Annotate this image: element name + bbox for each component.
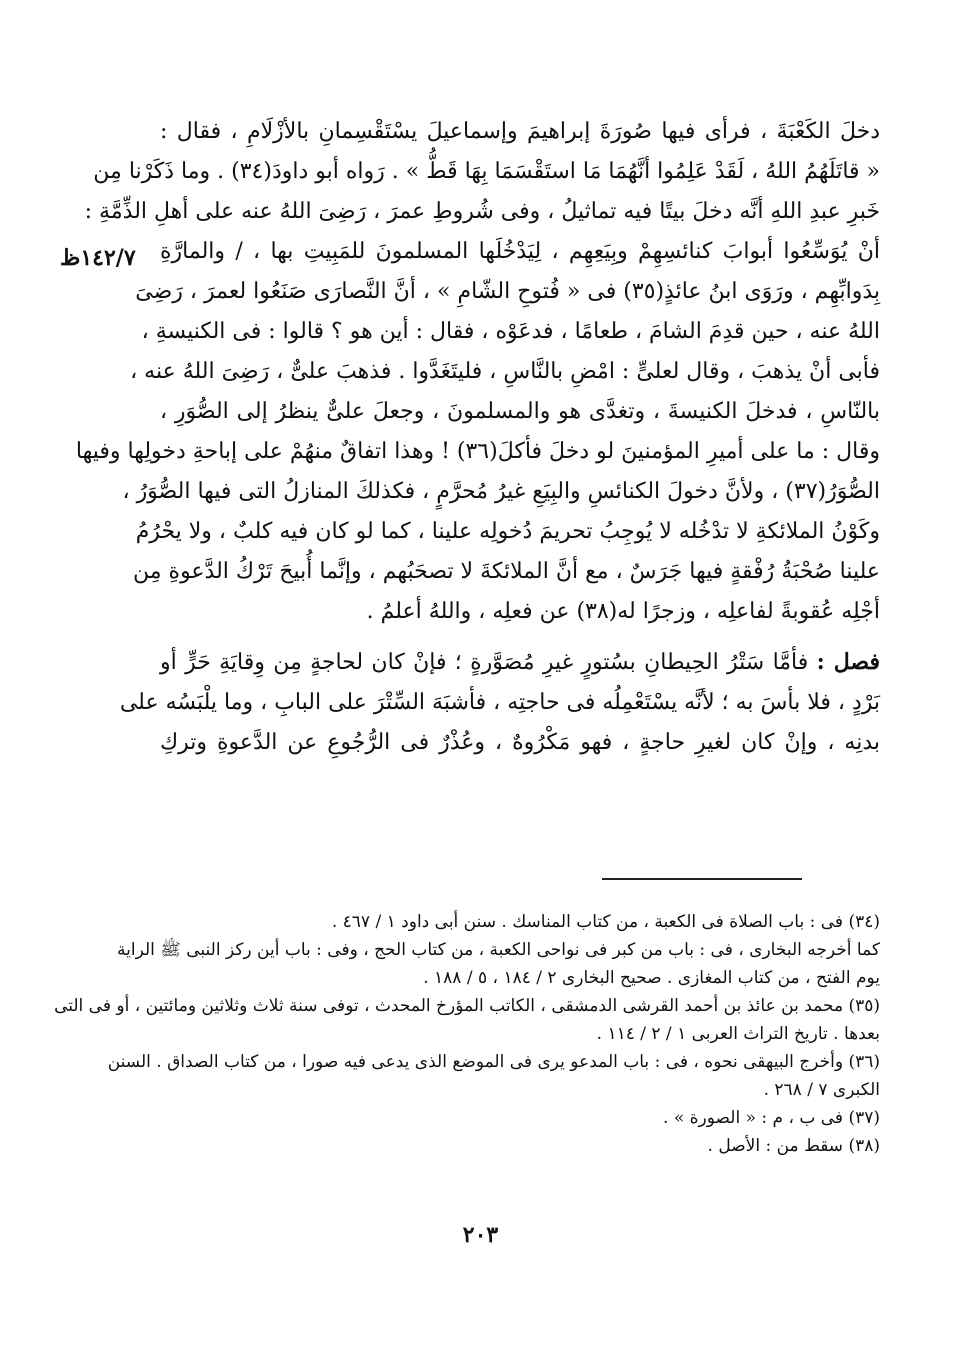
- text-line: الصُّوَرُ(٣٧) ، ولأنَّ دخولَ الكنائسِ والبِيَعِ غيرُ مُحرَّمٍ ، فكذلكَ المنازلُ التى فيها الصُّوَرُ ،: [122, 479, 880, 504]
- text-line: علينا صُحْبَةُ رُفْقةٍ فيها جَرَسٌ ، مع أنَّ الملائكةَ لا تصحَبُهم ، وإنَّما أُبيحَ تَرْكُ الدَّعوةِ مِن: [133, 559, 880, 584]
- text-line: وكَوْنُ الملائكةِ لا تدْخُله لا يُوجِبُ تحريمَ دُخولِه علينا ، كما لو كان فيه كلبٌ ، ولا يحْرُمُ: [135, 519, 880, 544]
- text-line: بدنِه ، وإنْ كان لغيرِ حاجةٍ ، فهو مَكْرُوهٌ ، وعُذْرٌ فى الرُّجُوعِ عن الدَّعوةِ وتركِ: [160, 730, 880, 755]
- fasl-section: [119, 642, 880, 763]
- footnote-line: الكبرى ٧ / ٢٦٨ .: [763, 1080, 880, 1100]
- page-number: ٢٠٣: [462, 1222, 499, 1248]
- text-line: أجْلِه عُقوبةً لفاعلِه ، وزجرًا له(٣٨) عن فعلِه ، واللهُ أعلمُ .: [366, 599, 880, 624]
- text-line: أنْ يُوَسِّعُوا أبوابَ كنائسِهِمْ وبِيَعِهِم ، لِيَدْخُلَها المسلمونَ للمَبِيتِ بها ، / والمارَّةِ: [160, 239, 880, 264]
- fasl-heading: فصل :: [816, 649, 880, 675]
- text-line: بِدَوابِّهِم ، ورَوَى ابنُ عائذٍ(٣٥) فى « فُتوحِ الشّامِ » ، أنَّ النَّصارَى صَنَعُوا لعمرَ ، رَضِىَ: [135, 279, 880, 304]
- text-line: دخلَ الكَعْبَةَ ، فرأى فيها صُورَةَ إبراهيمَ وإسماعيلَ يسْتَقْسِمانِ بالأزْلَامِ ، فقال :: [160, 119, 880, 144]
- footnote-divider: [602, 878, 802, 880]
- text-line: « قاتَلَهُمُ اللهُ ، لَقَدْ عَلِمُوا أنَّهُمَا مَا استَقْسَمَا بِهَا قَطُّ » . رَواه أبو داودَ(٣٤) . وما ذَكَرْنا مِن: [93, 159, 880, 184]
- footnote-line: (٣٨) سقط من : الأصل .: [707, 1136, 880, 1156]
- footnote-line: كما أخرجه البخارى ، فى : باب من كبر فى نواحى الكعبة ، من كتاب الحج ، وفى : باب أين ركز النبى ﷺ الراية: [117, 940, 880, 960]
- margin-manuscript-reference: ١٤٢/٧ظ: [60, 245, 136, 271]
- text-line: فأبى أنْ يذهبَ ، وقال لعلىٍّ : امْضِ بالنَّاسِ ، فليتَغَدَّوا . فذهبَ علىٌّ ، رَضِىَ اللهُ عنه ،: [130, 359, 880, 384]
- footnote-line: بعدها . تاريخ التراث العربى ١ / ٢ / ١١٤ .: [596, 1024, 880, 1044]
- text-line: فأمَّا سَتْرُ الحِيطانِ بسُتورٍ غيرِ مُصَوَّرةٍ ؛ فإنْ كان لحاجةٍ مِن وِقايَةِ حَرٍّ أو: [160, 650, 809, 675]
- footnote-line: (٣٥) محمد بن عائذ بن أحمد القرشى الدمشقى ، الكاتب المؤرخ المحدث ، توفى سنة ثلاث وثلاثين ومائتين ، أو فى التى: [54, 996, 880, 1016]
- text-line: اللهُ عنه ، حين قدِمَ الشامَ ، طعامًا ، فدعَوْه ، فقال : أين هو ؟ قالوا : فى الكنيسةِ ،: [141, 319, 880, 344]
- text-line: بالنّاسِ ، فدخلَ الكنيسةَ ، وتغدَّى هو والمسلمونَ ، وجعلَ علىٌّ ينظرُ إلى الصُّوَرِ ،: [160, 399, 880, 424]
- footnote-line: (٣٧) فى ب ، م : « الصورة » .: [663, 1108, 880, 1128]
- text-line: بَرْدٍ ، فلا بأسَ به ؛ لأنَّه يسْتَعْمِلُه فى حاجتِه ، فأشبَهَ السِّتْرَ على البابِ ، وما يلْبَسُه على: [119, 690, 880, 715]
- footnote-line: (٣٤) فى : باب الصلاة فى الكعبة ، من كتاب المناسك . سنن أبى داود ١ / ٤٦٧ .: [331, 912, 880, 932]
- text-line: خَبرِ عبدِ اللهِ أنَّه دخلَ بيتًا فيه تماثيلُ ، وفى شُروطِ عمرَ ، رَضِىَ اللهُ عنه على أهلِ الذِّمَّةِ :: [84, 199, 880, 224]
- footnotes: [54, 908, 880, 1160]
- footnote-line: (٣٦) وأخرج البيهقى نحوه ، فى : باب المدعو يرى فى الموضع الذى يدعى فيه صورا ، من كتاب الصداق . السنن: [107, 1052, 880, 1072]
- text-line: وقال : ما على أميرِ المؤمنينَ لو دخلَ فأكلَ(٣٦) ! وهذا اتفاقٌ منهُمْ على إباحةِ دخولِها وفيها: [75, 439, 880, 464]
- footnote-line: يوم الفتح ، من كتاب المغازى . صحيح البخارى ٢ / ١٨٤ ، ٥ / ١٨٨ .: [423, 968, 880, 988]
